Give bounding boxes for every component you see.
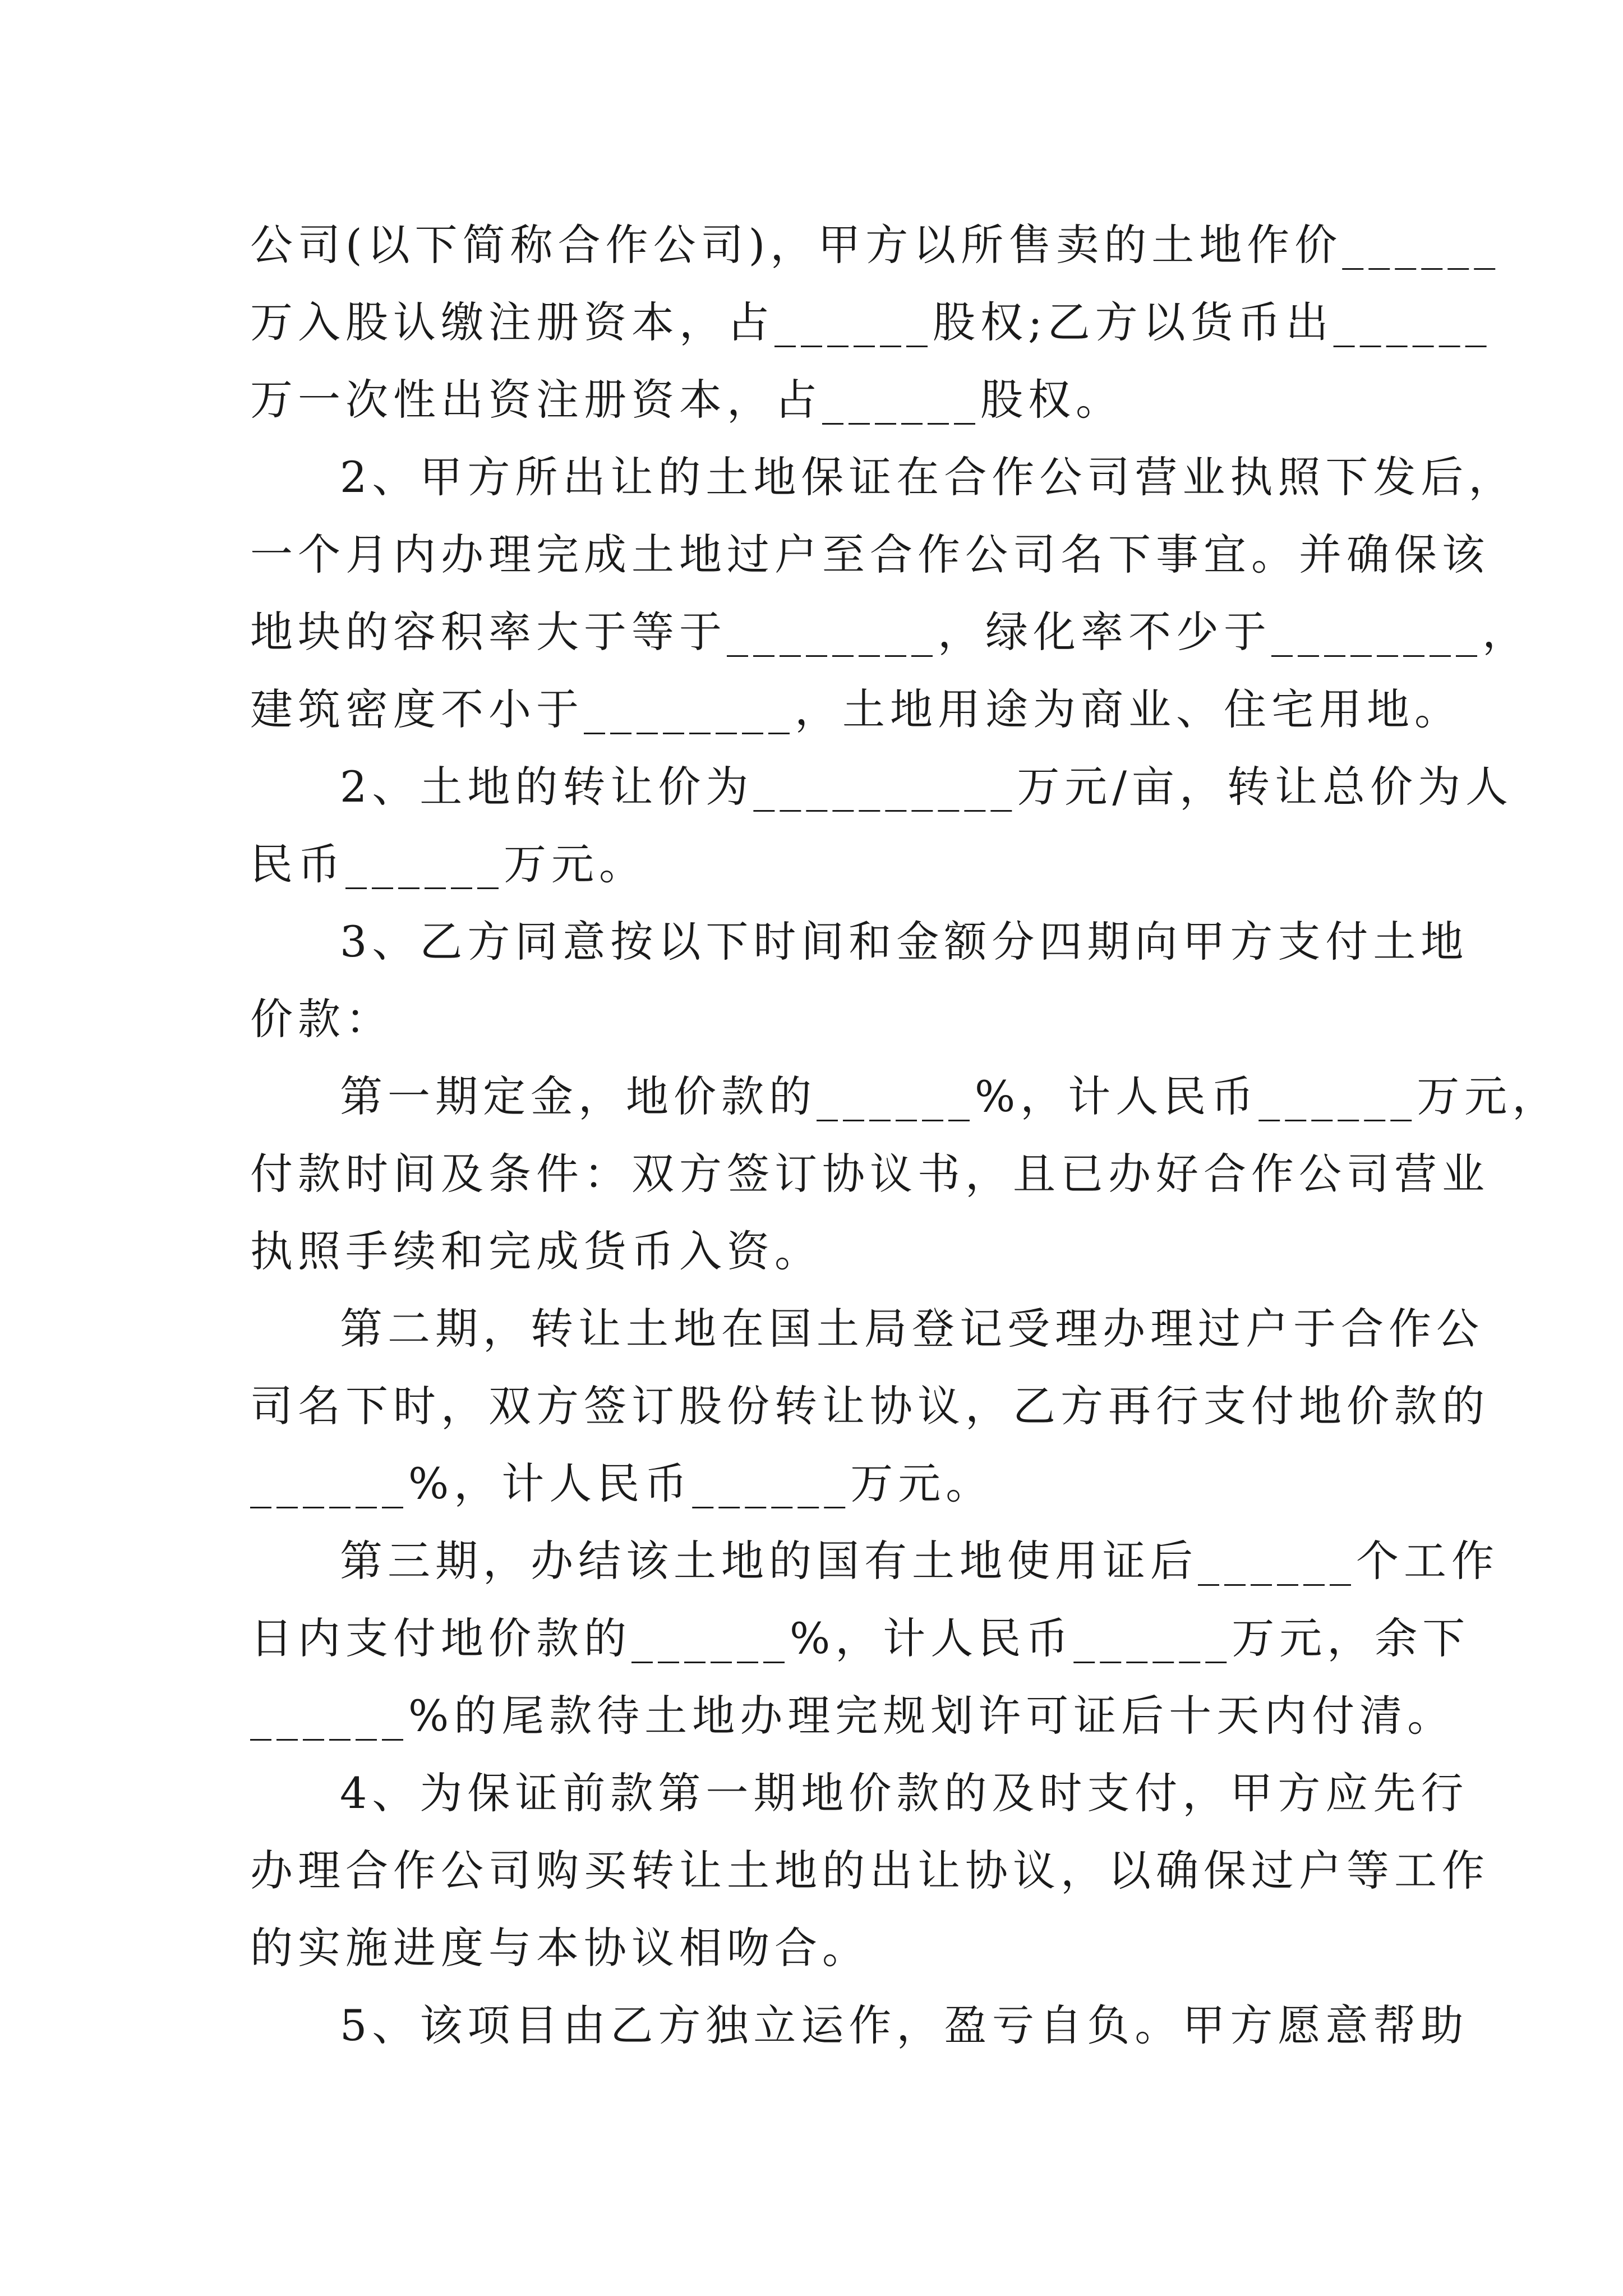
- text-line: 建筑密度不小于________，土地用途为商业、住宅用地。: [250, 684, 1462, 734]
- text-line: 的实施进度与本协议相吻合。: [250, 1923, 870, 1973]
- text-line: 4、为保证前款第一期地价款的及时支付，甲方应先行: [340, 1768, 1469, 1818]
- paragraph-3: [250, 748, 1513, 903]
- text-line: 执照手续和完成货币入资。: [250, 1226, 822, 1276]
- text-line: 5、该项目由乙方独立运作，盈亏自负。甲方愿意帮助: [340, 2000, 1469, 2050]
- text-line: 付款时间及条件：双方签订协议书，且已办好合作公司营业: [250, 1149, 1490, 1199]
- text-line: 日内支付地价款的______%，计人民币______万元，余下: [250, 1613, 1470, 1663]
- text-line: 第一期定金，地价款的______%，计人民币______万元，: [340, 1071, 1560, 1121]
- text-line: 地块的容积率大于等于________，绿化率不少于________，: [250, 607, 1530, 657]
- text-line: 万一次性出资注册资本，占______股权。: [250, 375, 1123, 425]
- text-line: 2、甲方所出让的土地保证在合作公司营业执照下发后，: [340, 452, 1516, 502]
- paragraph-8: [250, 1755, 1490, 1987]
- paragraph-7: [250, 1522, 1499, 1755]
- text-line: 一个月内办理完成土地过户至合作公司名下事宜。并确保该: [250, 530, 1490, 579]
- text-line: 第三期，办结该土地的国有土地使用证后______个工作: [340, 1536, 1499, 1586]
- text-line: 公司(以下简称合作公司)，甲方以所售卖的土地作价______: [250, 220, 1501, 270]
- paragraph-9: [250, 1987, 1469, 2064]
- text-line: 3、乙方同意按以下时间和金额分四期向甲方支付土地: [340, 917, 1469, 967]
- text-line: 万入股认缴注册资本，占______股权;乙方以货币出______: [250, 297, 1492, 347]
- text-line: 办理合作公司购买转让土地的出让协议，以确保过户等工作: [250, 1846, 1490, 1895]
- paragraph-1: [250, 206, 1501, 439]
- text-line: 司名下时，双方签订股份转让协议，乙方再行支付地价款的: [250, 1381, 1490, 1431]
- text-line: ______%，计人民币______万元。: [250, 1458, 994, 1508]
- paragraph-6: [250, 1290, 1490, 1522]
- text-line: 第二期，转让土地在国土局登记受理办理过户于合作公: [340, 1304, 1484, 1354]
- text-line: 2、土地的转让价为__________万元/亩，转让总价为人: [340, 762, 1513, 812]
- paragraph-2: [250, 439, 1530, 748]
- text-line: ______%的尾款待土地办理完规划许可证后十天内付清。: [250, 1691, 1455, 1741]
- text-line: 民币______万元。: [250, 839, 647, 889]
- document-body: [250, 206, 1560, 2064]
- paragraph-4: [250, 903, 1469, 1058]
- text-line: 价款：: [250, 994, 393, 1044]
- paragraph-5: [250, 1058, 1560, 1290]
